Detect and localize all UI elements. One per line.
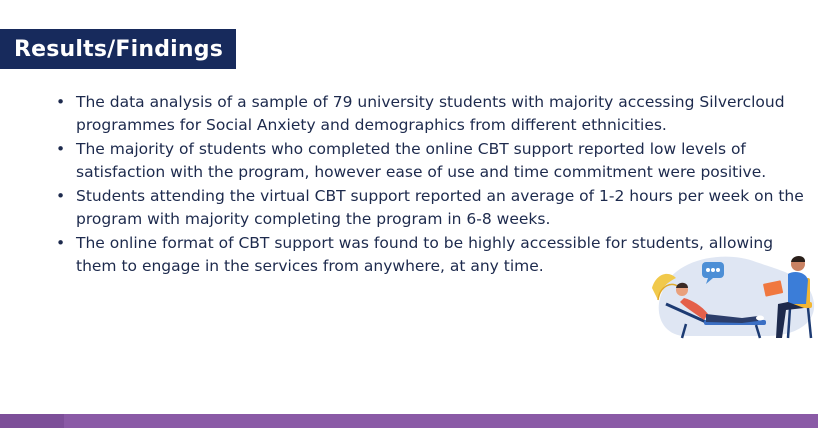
list-item — [56, 138, 812, 184]
list-item-text: The data analysis of a sample of 79 university students with majority accessing Silvercloud programmes for Social Anxiety and demographics from different ethnicities. — [76, 93, 785, 134]
bullet-dot-icon: • — [56, 140, 66, 158]
section-heading-box — [0, 29, 236, 69]
bullet-dot-icon: • — [56, 234, 66, 252]
therapy-session-illustration-icon — [646, 248, 816, 340]
list-item-text: The majority of students who completed the online CBT support reported low levels of satisfaction with the program, however ease of use and time commitment were positive. — [76, 140, 767, 181]
list-item-text: Students attending the virtual CBT support reported an average of 1-2 hours per week on the program with majority completing the program in 6-8 weeks. — [76, 187, 804, 228]
footer-bar — [0, 414, 818, 428]
list-item-text: The online format of CBT support was found to be highly accessible for students, allowing them to engage in the services from anywhere, at any time. — [76, 234, 774, 275]
footer-notch — [0, 414, 64, 428]
list-item — [56, 91, 812, 137]
bullet-dot-icon: • — [56, 187, 66, 205]
bullet-dot-icon: • — [56, 93, 66, 111]
list-item — [56, 185, 812, 231]
section-title: Results/Findings — [14, 36, 224, 62]
